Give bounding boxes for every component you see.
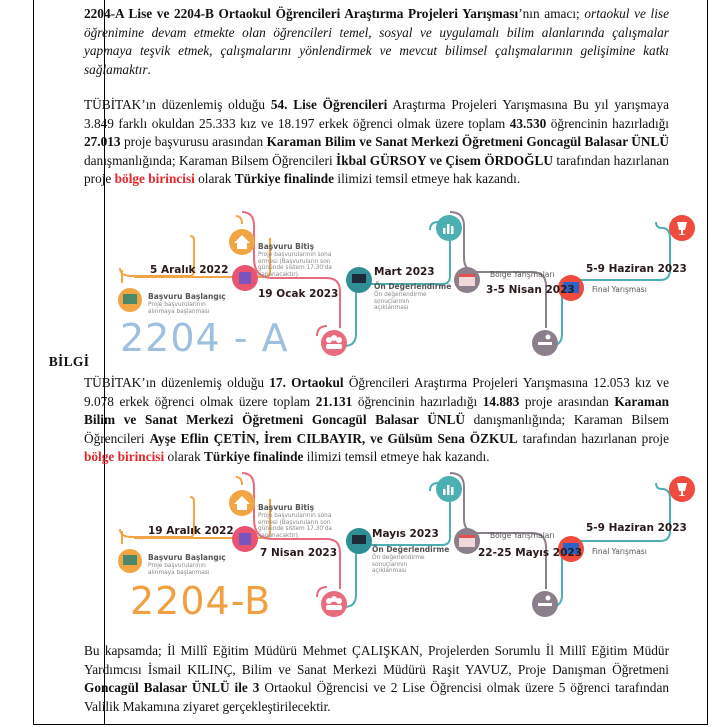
intro-connector: ’nın amacı; xyxy=(518,6,585,21)
text: olarak xyxy=(164,449,205,465)
end-desc-a: Proje başvurularının sona ermesi (Başvuruların son gününde sistem 17.30'da kapanacaktır). xyxy=(258,252,332,278)
visit-paragraph-block xyxy=(84,642,669,716)
regional-date-b: 22-25 Mayıs 2023 xyxy=(478,547,583,559)
bold-text: 21.131 xyxy=(315,393,353,409)
text: ilimizi temsil etmeye hak kazandı. xyxy=(334,171,521,187)
bold-text: 54. Lise Öğrencileri xyxy=(270,97,388,112)
end-date-a: 19 Ocak 2023 xyxy=(258,288,339,300)
text: Araştırma Projeleri Yarışmasına Bu yıl yarışmaya 3.849 farklı okuldan 25.333 kız ve 18.197 erkek öğrenci olmak üzere toplam xyxy=(84,97,669,131)
text: Bu kapsamda; İl Millî Eğitim Müdürü Mehmet ÇALIŞKAN, Projelerden Sorumlu İl Millî Eğitim Müdür Yardımcısı İsmail KILINÇ, Bilim ve Sanat Merkezi Müdürü Raşit YAVUZ, Proje Danışman Öğretmeni xyxy=(84,643,669,677)
final-date-b: 5-9 Haziran 2023 xyxy=(586,522,687,534)
text: tarafından hazırlanan proje xyxy=(84,152,669,187)
regional-title-a: Bölge Yarışmaları xyxy=(490,270,555,279)
end-date-b: 7 Nisan 2023 xyxy=(260,547,338,559)
text: öğrencinin hazırladığı xyxy=(546,115,669,131)
intro-end: . xyxy=(147,61,151,77)
competition-name: 2204-A Lise ve 2204-B Ortaokul Öğrencileri Araştırma Projeleri Yarışması xyxy=(84,6,519,21)
text: Öğrencileri Araştırma Projeleri Yarışmasına 12.053 kız ve 9.078 erkek öğrenci olmak üzere toplam xyxy=(84,375,669,409)
timeline-2204-b xyxy=(112,467,697,627)
text: tarafından hazırlanan proje xyxy=(517,430,669,446)
bold-text: Türkiye finalinde xyxy=(234,171,335,187)
timeline-a-label: 2204 - A xyxy=(120,316,289,360)
intro-paragraph xyxy=(84,5,669,79)
text: danışmanlığında; Karaman Bilsem Öğrencileri xyxy=(84,412,670,446)
bold-text: 43.530 xyxy=(509,115,547,131)
text: TÜBİTAK’ın düzenlemiş olduğu xyxy=(84,97,271,112)
row-label: BİLGİ xyxy=(48,354,90,369)
highlight-text: bölge birincisi xyxy=(114,171,195,187)
text: Ortaokul Öğrencisi ve 2 Lise Öğrencisi olmak üzere 5 öğrenci tarafından Valilik Makamına ziyaret gerçekleştirilecektir. xyxy=(84,680,669,714)
intro-paragraph-block xyxy=(84,2,669,79)
text: öğrencinin hazırladığı xyxy=(352,393,483,409)
visit-paragraph xyxy=(84,642,669,716)
start-desc-a: Proje başvurularının alınmaya başlanması xyxy=(148,302,210,315)
review-title-b: Ön Değerlendirme xyxy=(372,545,450,554)
group-icon-circle xyxy=(321,330,347,356)
bold-text: 27.013 xyxy=(84,134,121,150)
end-title-a: Başvuru Bitiş xyxy=(258,242,315,251)
text: olarak xyxy=(194,171,235,187)
start-title-a: Başvuru Başlangıç xyxy=(148,292,226,301)
final-title-a: Final Yarışması xyxy=(592,285,647,294)
review-desc-b: Ön değerlendirme sonuçlarının açıklanması xyxy=(372,555,425,574)
final-title-b: Final Yarışması xyxy=(592,547,647,556)
review-date-a: Mart 2023 xyxy=(374,266,435,278)
review-title-a: Ön Değerlendirme xyxy=(374,282,452,291)
highlight-text: bölge birincisi xyxy=(84,449,165,465)
regional-date-a: 3-5 Nisan 2023 xyxy=(486,284,575,296)
final-date-a: 5-9 Haziran 2023 xyxy=(586,263,687,275)
bold-text: Karaman Bilim ve Sanat Merkezi Öğretmeni Goncagül Balasar ÜNLÜ xyxy=(266,134,669,150)
text: proje arasından xyxy=(519,393,615,409)
end-desc-b: Proje başvurularının sona ermesi (Başvuruların son gününde sistem 17.30'da kapanacaktır). xyxy=(258,513,332,539)
ortaokul-paragraph xyxy=(84,374,669,467)
start-date-b: 19 Aralık 2022 xyxy=(148,525,234,537)
start-desc-b: Proje başvurularının alınmaya başlanması xyxy=(148,563,210,576)
review-date-b: Mayıs 2023 xyxy=(372,528,439,540)
end-title-b: Başvuru Bitiş xyxy=(258,503,315,512)
text: TÜBİTAK’ın düzenlemiş olduğu xyxy=(84,375,270,390)
bold-text: Ayşe Eflin ÇETİN, İrem CILBAYIR, ve Gülsüm Sena ÖZKUL xyxy=(149,430,518,446)
text: ilimizi temsil etmeye hak kazandı. xyxy=(303,449,490,465)
start-title-b: Başvuru Başlangıç xyxy=(148,553,226,562)
timeline-2204-a xyxy=(112,208,697,363)
lise-paragraph-block xyxy=(84,96,669,189)
text: danışmanlığında; Karaman Bilsem Öğrencileri xyxy=(84,152,337,168)
timeline-b-label: 2204-B xyxy=(130,579,272,623)
text: proje başvurusu arasından xyxy=(120,134,267,150)
start-date-a: 5 Aralık 2022 xyxy=(150,264,229,276)
intro-purpose: ortaokul ve lise öğrenimine devam etmekte olan öğrencileri temel, sosyal ve uygulamalı bilim alanlarında çalışmalar yapmaya teşvik etmek, çalışmalarını yönlendirmek ve mevcut bilimsel çalışmalarının gelişimine katkı sağlamaktır xyxy=(84,6,669,77)
bold-text: 17. Ortaokul xyxy=(269,375,344,390)
bold-text: 14.883 xyxy=(482,393,520,409)
bold-text: Türkiye finalinde xyxy=(204,449,304,465)
ortaokul-paragraph-block xyxy=(84,374,669,467)
bold-text: İkbal GÜRSOY ve Çisem ÖRDOĞLU xyxy=(336,152,553,168)
regional-title-b: Bölge Yarışmaları xyxy=(490,531,555,540)
review-desc-a: Ön değerlendirme sonuçlarının açıklanması xyxy=(374,292,427,311)
bold-text: Goncagül Balasar ÜNLÜ ile 3 xyxy=(84,680,260,696)
lise-paragraph xyxy=(84,96,669,189)
bold-text: Karaman Bilim ve Sanat Merkezi Öğretmeni Goncagül Balasar ÜNLÜ xyxy=(84,393,669,428)
